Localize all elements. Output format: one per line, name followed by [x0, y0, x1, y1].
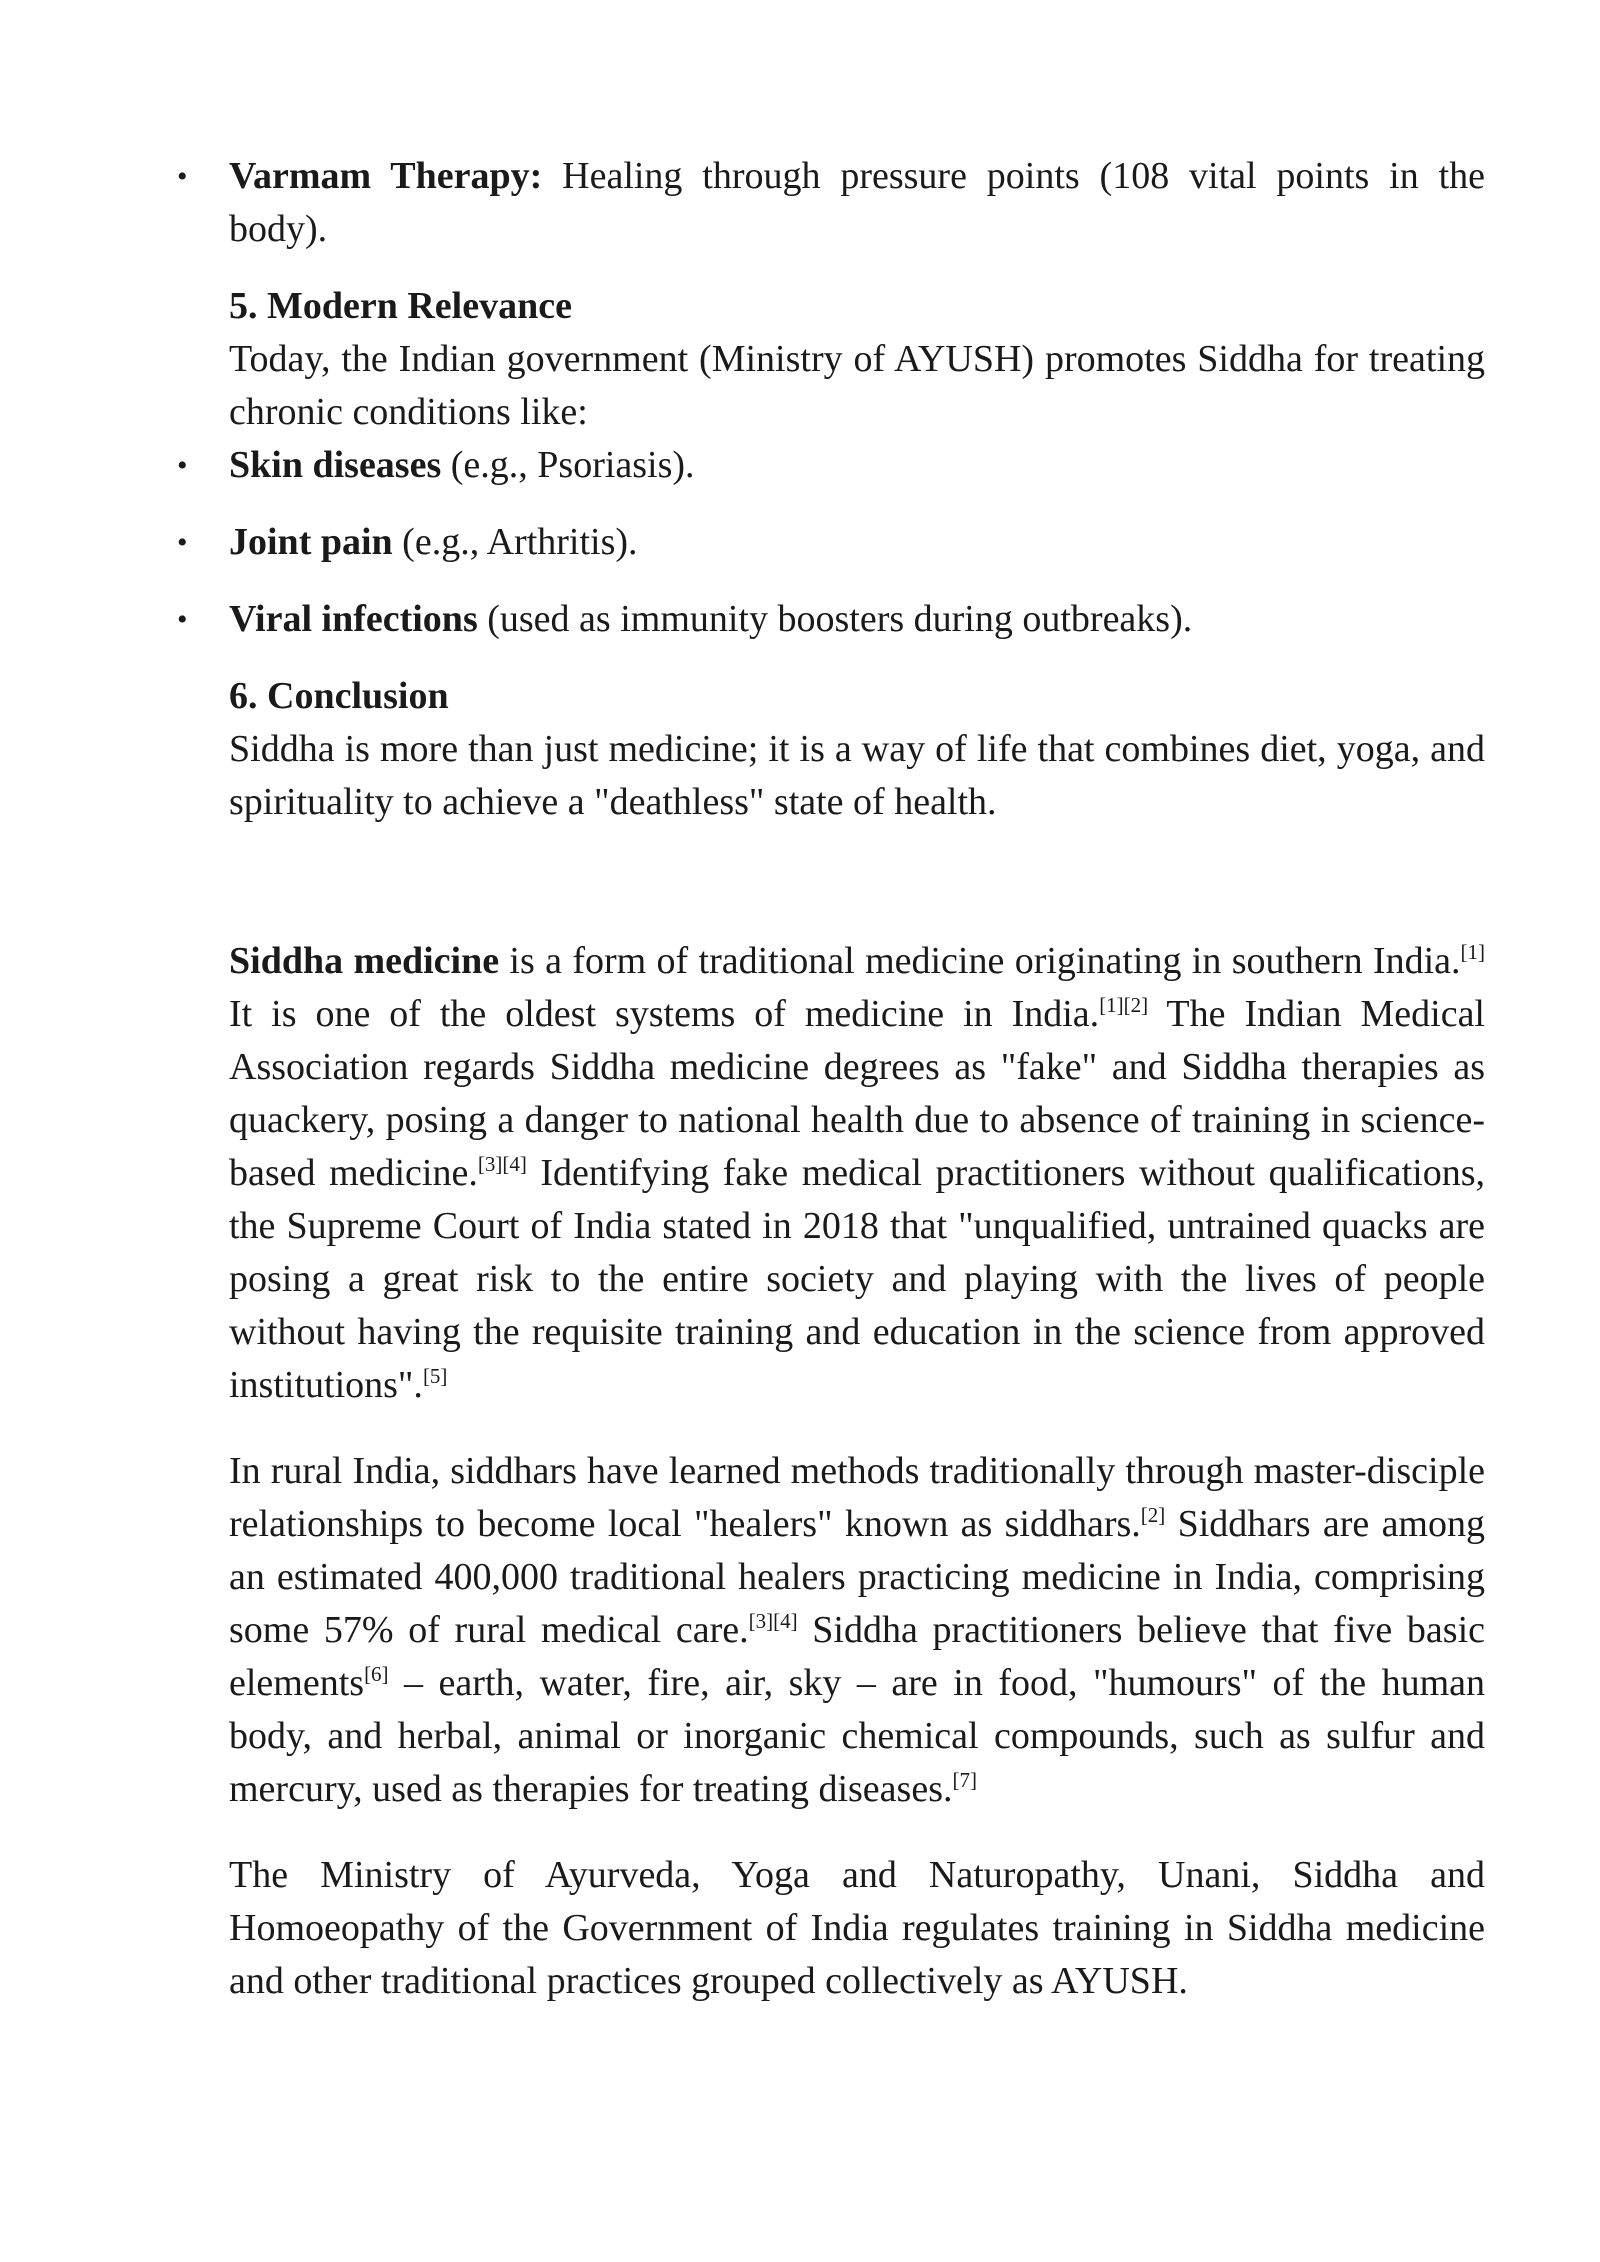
bullet-icon: •: [177, 603, 188, 636]
section-heading-conclusion: 6. Conclusion: [229, 675, 449, 717]
bullet-icon: •: [177, 526, 188, 559]
citation-ref[interactable]: [1][2]: [1099, 993, 1149, 1017]
bullet-term: Varmam Therapy:: [229, 155, 543, 197]
section-intro: Today, the Indian government (Ministry of AYUSH) promotes Siddha for treating chronic conditions like:: [229, 338, 1485, 433]
paragraph-text: The Ministry of Ayurveda, Yoga and Naturopathy, Unani, Siddha and Homoeopathy of the Government of India regulates training in Siddha medicine and other traditional practices grouped collectively as AYUSH.: [229, 1854, 1485, 2002]
paragraph-text: The Indian Medical Association regards Siddha medicine degrees as "fake" and Siddha therapies as quackery, posing a danger to national health due to absence of training in science-based medicine.: [229, 993, 1485, 1194]
citation-ref[interactable]: [3][4]: [748, 1609, 798, 1633]
document-body: [177, 150, 1485, 2008]
bullet-icon: •: [177, 160, 188, 193]
bullet-text: (e.g., Arthritis).: [392, 521, 638, 563]
article-paragraph-2: [229, 1445, 1485, 1816]
bullet-term: Skin diseases: [229, 444, 442, 486]
bullet-text: (used as immunity boosters during outbreaks).: [477, 598, 1193, 640]
article-paragraph-3: [229, 1849, 1485, 2008]
bullet-icon: •: [177, 449, 188, 482]
bullet-term: Joint pain: [229, 521, 393, 563]
list-item: [177, 439, 1485, 492]
list-item: [177, 593, 1485, 646]
citation-ref[interactable]: [6]: [364, 1662, 389, 1686]
conclusion-text: Siddha is more than just medicine; it is a way of life that combines diet, yoga, and spirituality to achieve a "deathless" state of health.: [229, 728, 1485, 823]
paragraph-text: Siddha practitioners believe that five basic elements: [229, 1609, 1485, 1704]
section-heading-modern-relevance: 5. Modern Relevance: [229, 285, 572, 327]
paragraph-text: In rural India, siddhars have learned methods traditionally through master-disciple relationships to become local "healers" known as siddhars.: [229, 1450, 1485, 1545]
bullet-term: Viral infections: [229, 598, 478, 640]
paragraph-text: Siddhars are among an estimated 400,000 traditional healers practicing medicine in India, comprising some 57% of rural medical care.: [229, 1503, 1485, 1651]
article-paragraph-1: [229, 935, 1485, 1412]
citation-ref[interactable]: [7]: [952, 1768, 977, 1792]
paragraph-text: It is one of the oldest systems of medicine in India.: [229, 993, 1100, 1035]
citation-ref[interactable]: [3][4]: [477, 1152, 527, 1176]
list-item: [177, 516, 1485, 569]
citation-ref[interactable]: [2]: [1140, 1503, 1166, 1527]
article-lead-term: Siddha medicine: [229, 940, 500, 982]
bullet-text: (e.g., Psoriasis).: [441, 444, 695, 486]
bullet-text: Healing through pressure points (108 vital points in the body).: [229, 155, 1485, 250]
paragraph-text: – earth, water, fire, air, sky – are in food, "humours" of the human body, and herbal, animal or inorganic chemical compounds, such as sulfur and mercury, used as therapies for treating diseases.: [229, 1662, 1485, 1810]
paragraph-text: Identifying fake medical practitioners without qualifications, the Supreme Court of India stated in 2018 that "unqualified, untrained quacks are posing a great risk to the entire society and playing with the lives of people without having the requisite training and education in the science from approved institutions".: [229, 1152, 1485, 1406]
list-item: [177, 150, 1485, 256]
citation-ref[interactable]: [1]: [1460, 940, 1485, 964]
paragraph-text: is a form of traditional medicine originating in southern India.: [499, 940, 1461, 982]
citation-ref[interactable]: [5]: [422, 1364, 448, 1388]
